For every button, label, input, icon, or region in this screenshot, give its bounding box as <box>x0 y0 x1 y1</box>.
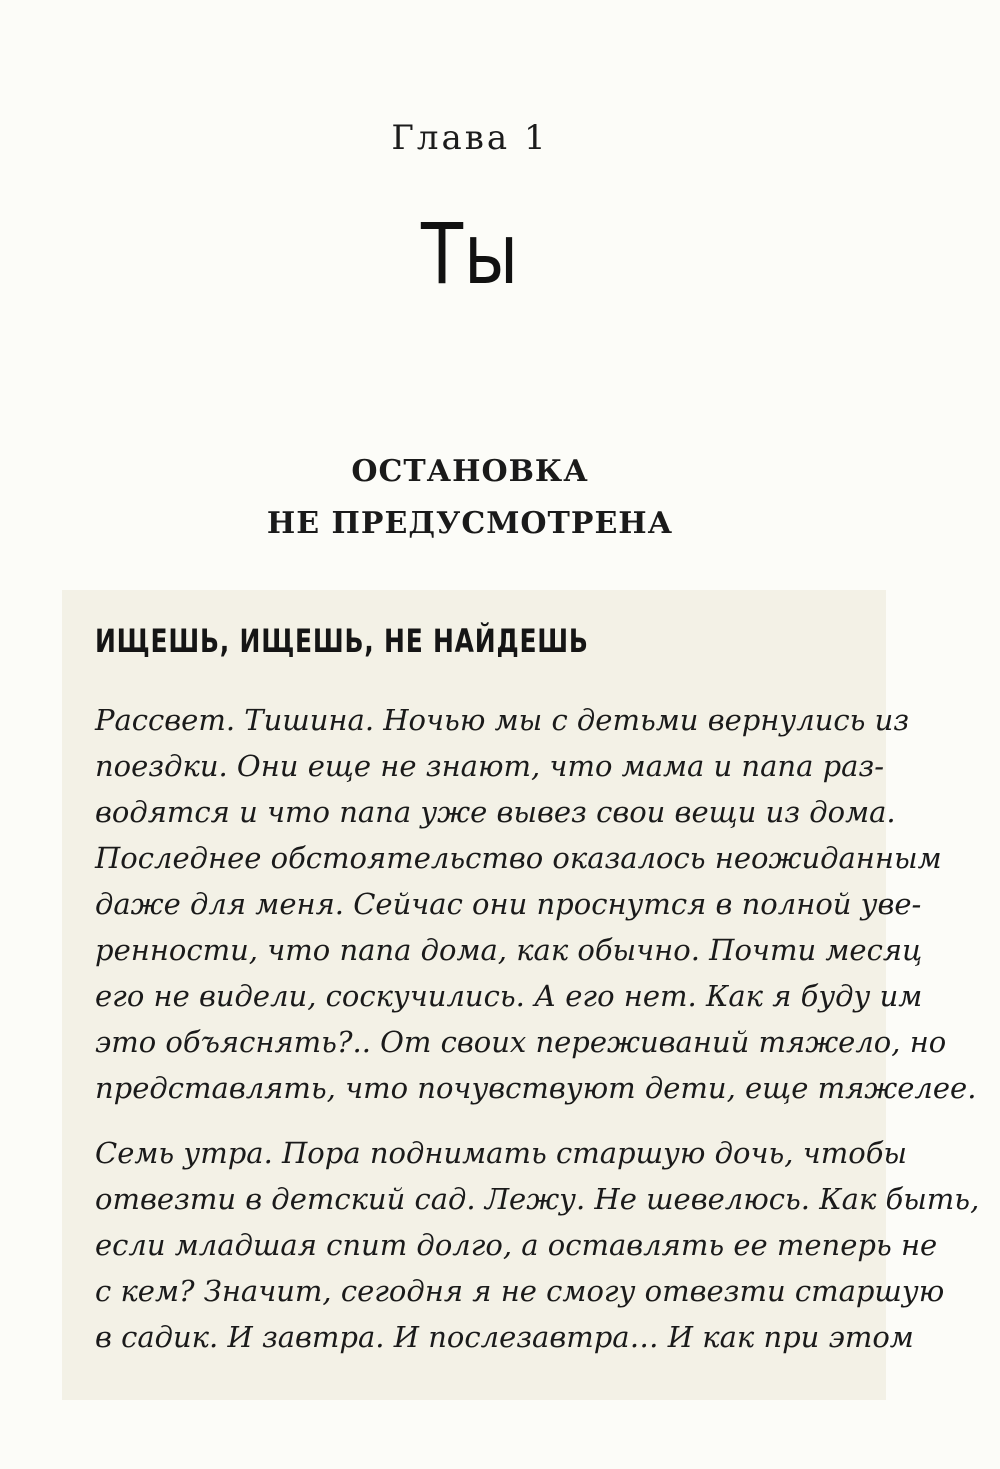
paragraph-line: ренности, что папа дома, как обычно. Почти месяц <box>95 933 923 967</box>
paragraph-line: Семь утра. Пора поднимать старшую дочь, чтобы <box>95 1136 908 1170</box>
paragraph-line: даже для меня. Сейчас они проснутся в полной уве- <box>95 887 922 921</box>
paragraph-line: поездки. Они еще не знают, что мама и папа раз- <box>95 749 885 783</box>
section-title-line-2: НЕ ПРЕДУСМОТРЕНА <box>266 506 674 541</box>
paragraph-line: Последнее обстоятельство оказалось неожиданным <box>95 841 942 875</box>
paragraph-line: отвезти в детский сад. Лежу. Не шевелюсь. Как быть, <box>95 1182 980 1216</box>
paragraph-line: с кем? Значит, сегодня я не смогу отвезти старшую <box>95 1274 945 1308</box>
paragraph-line: водятся и что папа уже вывез свои вещи из дома. <box>95 795 896 829</box>
chapter-title: Ты <box>420 205 520 303</box>
paragraph-line: если младшая спит долго, а оставлять ее теперь не <box>95 1228 938 1262</box>
paragraph-line: в садик. И завтра. И послезавтра… И как при этом <box>95 1320 914 1354</box>
paragraph-line: это объяснять?.. От своих переживаний тяжело, но <box>95 1025 947 1059</box>
paragraph-2 <box>95 1130 980 1360</box>
section-title <box>0 446 940 550</box>
chapter-label: Глава 1 <box>391 118 549 158</box>
paragraph-1 <box>95 697 977 1111</box>
section-title-line-1: ОСТАНОВКА <box>351 454 589 489</box>
paragraph-line: его не видели, соскучились. А его нет. Как я буду им <box>95 979 923 1013</box>
box-heading: ИЩЕШЬ, ИЩЕШЬ, НЕ НАЙДЕШЬ <box>95 622 589 660</box>
paragraph-line: представлять, что почувствуют дети, еще тяжелее. <box>95 1071 977 1105</box>
paragraph-line: Рассвет. Тишина. Ночью мы с детьми вернулись из <box>95 703 910 737</box>
